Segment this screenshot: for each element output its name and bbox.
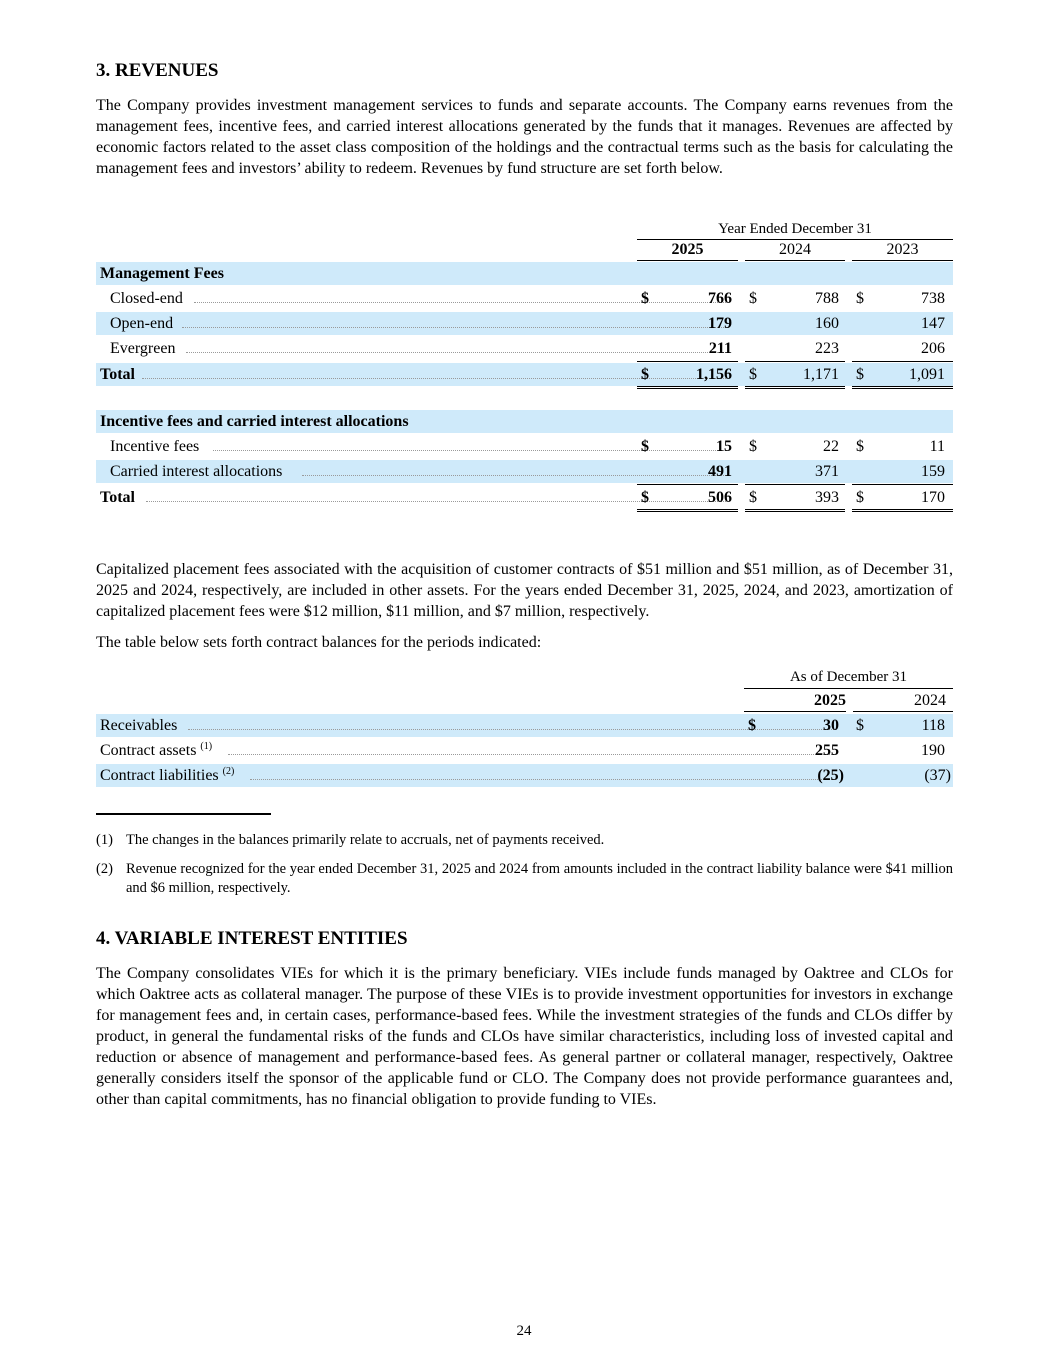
header-rule xyxy=(637,239,953,240)
row-label: Receivables xyxy=(100,717,178,734)
col-rule-2024 xyxy=(853,711,953,712)
leader-dots xyxy=(250,779,834,780)
value-2023: 11 xyxy=(929,438,945,455)
currency-symbol: $ xyxy=(856,366,864,383)
total-label: Total xyxy=(100,489,135,506)
total-label: Total xyxy=(100,366,135,383)
page-number: 24 xyxy=(516,1323,532,1339)
placement-fees-paragraph: Capitalized placement fees associated with the acquisition of customer contracts of $51 million and $51 million, as of December 31, 2025 and 2024, respectively, are included in other assets. For the years ended December 31, 2025, 2024, and 2023, amortization of capitalized placement fees were $12 million, $11 million, and $7 million, respectively. xyxy=(96,561,953,620)
management-total-row xyxy=(96,363,953,386)
value-2024: (37) xyxy=(924,767,951,784)
value-2023: 147 xyxy=(921,315,945,332)
total-double-rule xyxy=(852,509,953,512)
subtotal-rule xyxy=(745,361,845,362)
value-2023: 738 xyxy=(921,290,945,307)
table-row xyxy=(96,337,953,360)
row-label xyxy=(100,739,212,762)
value-2025: 766 xyxy=(708,290,732,307)
col-rule-2025 xyxy=(637,260,738,261)
col-rule-2025 xyxy=(744,711,846,712)
revenues-intro-paragraph: The Company provides investment management services to funds and separate accounts. The Company earns revenues from the management fees, incentive fees, and carried interest allocations generated by the funds that it manages. Revenues are affected by economic factors related to the asset class composition of the holdings and the contractual terms such as the basis for calculating the management fees and investors’ ability to redeem. Revenues by fund structure are set forth below. xyxy=(96,97,953,177)
table-row xyxy=(96,312,953,335)
management-fees-heading-row xyxy=(96,262,953,285)
contract-year-2024: 2024 xyxy=(914,692,946,709)
total-double-rule xyxy=(852,386,953,389)
year-2025-header: 2025 xyxy=(671,241,704,258)
currency-symbol: $ xyxy=(749,438,757,455)
currency-symbol: $ xyxy=(641,366,649,383)
footnote-number: (2) xyxy=(96,861,113,877)
leader-dots xyxy=(213,450,726,451)
value-2025: 491 xyxy=(708,463,732,480)
value-2024: 788 xyxy=(815,290,839,307)
section-4-title: 4. VARIABLE INTEREST ENTITIES xyxy=(96,928,408,949)
total-2025: 1,156 xyxy=(696,366,732,383)
subtotal-rule xyxy=(637,361,738,362)
footnote-2 xyxy=(96,860,953,898)
leader-dots xyxy=(142,378,726,379)
currency-symbol: $ xyxy=(856,290,864,307)
footnote-number: (1) xyxy=(96,832,113,848)
leader-dots xyxy=(188,729,834,730)
currency-symbol: $ xyxy=(856,717,864,734)
section-3-title: 3. REVENUES xyxy=(96,60,219,81)
value-2025: (25) xyxy=(817,767,844,784)
year-2024-header: 2024 xyxy=(779,241,811,258)
currency-symbol: $ xyxy=(748,717,756,734)
currency-symbol: $ xyxy=(749,366,757,383)
incentive-heading-row xyxy=(96,410,953,433)
currency-symbol: $ xyxy=(641,438,649,455)
leader-dots xyxy=(228,754,834,755)
incentive-total-row xyxy=(96,486,953,509)
footnote-ref: (1) xyxy=(200,741,213,752)
table-row xyxy=(96,714,953,737)
row-label: Open-end xyxy=(110,315,174,332)
row-label xyxy=(100,764,234,787)
value-2024: 160 xyxy=(815,315,839,332)
total-2024: 393 xyxy=(815,489,839,506)
value-2024: 223 xyxy=(815,340,839,357)
footnote-1 xyxy=(96,831,953,850)
row-label: Closed-end xyxy=(110,290,183,307)
header-rule xyxy=(744,688,953,689)
total-2024: 1,171 xyxy=(803,366,839,383)
footnote-separator xyxy=(96,813,271,815)
col-rule-2024 xyxy=(745,260,845,261)
row-label: Evergreen xyxy=(110,340,176,357)
currency-symbol: $ xyxy=(856,438,864,455)
revenue-period-header: Year Ended December 31 xyxy=(718,221,872,237)
table-row xyxy=(96,460,953,483)
value-2024: 22 xyxy=(823,438,839,455)
leader-dots xyxy=(186,352,726,353)
total-2025: 506 xyxy=(708,489,732,506)
table-row xyxy=(96,764,953,787)
incentive-heading: Incentive fees and carried interest allocations xyxy=(100,413,409,430)
footnote-ref: (2) xyxy=(222,766,235,777)
total-2023: 170 xyxy=(921,489,945,506)
value-2025: 179 xyxy=(708,315,732,332)
value-2025: 211 xyxy=(708,340,732,357)
value-2025: 30 xyxy=(823,717,839,734)
contract-year-2025: 2025 xyxy=(814,692,846,709)
subtotal-rule xyxy=(852,361,953,362)
row-label: Incentive fees xyxy=(110,438,200,455)
value-2024: 190 xyxy=(921,742,945,759)
subtotal-rule xyxy=(637,484,738,485)
row-label-text: Contract liabilities xyxy=(100,767,219,784)
footnote-text: Revenue recognized for the year ended December 31, 2025 and 2024 from amounts included in the contract liability balance were $41 million and $6 million, respectively. xyxy=(126,861,953,896)
value-2024: 371 xyxy=(815,463,839,480)
value-2023: 159 xyxy=(921,463,945,480)
currency-symbol: $ xyxy=(856,489,864,506)
footnote-text: The changes in the balances primarily relate to accruals, net of payments received. xyxy=(126,832,605,848)
total-double-rule xyxy=(637,386,738,389)
total-double-rule xyxy=(637,509,738,512)
total-double-rule xyxy=(745,509,845,512)
management-fees-heading: Management Fees xyxy=(100,265,224,282)
currency-symbol: $ xyxy=(749,489,757,506)
currency-symbol: $ xyxy=(749,290,757,307)
table-row xyxy=(96,435,953,458)
value-2025: 255 xyxy=(815,742,839,759)
vie-paragraph: The Company consolidates VIEs for which it is the primary beneficiary. VIEs include funds managed by Oaktree and CLOs for which Oaktree acts as collateral manager. The purpose of these VIEs is to provide investment opportunities for investors in exchange for management fees and, in certain cases, performance-based fees. While the investment strategies of the funds and CLOs differ by product, in general the fundamental risks of the funds and CLOs have similar characteristics, including loss of invested capital and reduction or absence of management and performance-based fees. As general partner or collateral manager, respectively, Oaktree generally considers itself the sponsor of the applicable fund or CLO. The Company does not provide performance guarantees and, other than capital commitments, has no financial obligation to provide funding to VIEs. xyxy=(96,965,953,1108)
value-2024: 118 xyxy=(921,717,945,734)
total-double-rule xyxy=(745,386,845,389)
leader-dots xyxy=(146,501,726,502)
contract-intro-paragraph: The table below sets forth contract balances for the periods indicated: xyxy=(96,634,542,651)
subtotal-rule xyxy=(852,484,953,485)
row-label-text: Contract assets xyxy=(100,742,197,759)
total-2023: 1,091 xyxy=(909,366,945,383)
row-label: Carried interest allocations xyxy=(110,463,283,480)
currency-symbol: $ xyxy=(641,489,649,506)
value-2025: 15 xyxy=(716,438,732,455)
year-2023-header: 2023 xyxy=(886,241,919,258)
table-row xyxy=(96,287,953,310)
contract-period-header: As of December 31 xyxy=(789,669,908,685)
subtotal-rule xyxy=(745,484,845,485)
value-2023: 206 xyxy=(921,340,945,357)
table-row xyxy=(96,739,953,762)
col-rule-2023 xyxy=(852,260,953,261)
currency-symbol: $ xyxy=(641,290,649,307)
leader-dots xyxy=(182,327,726,328)
